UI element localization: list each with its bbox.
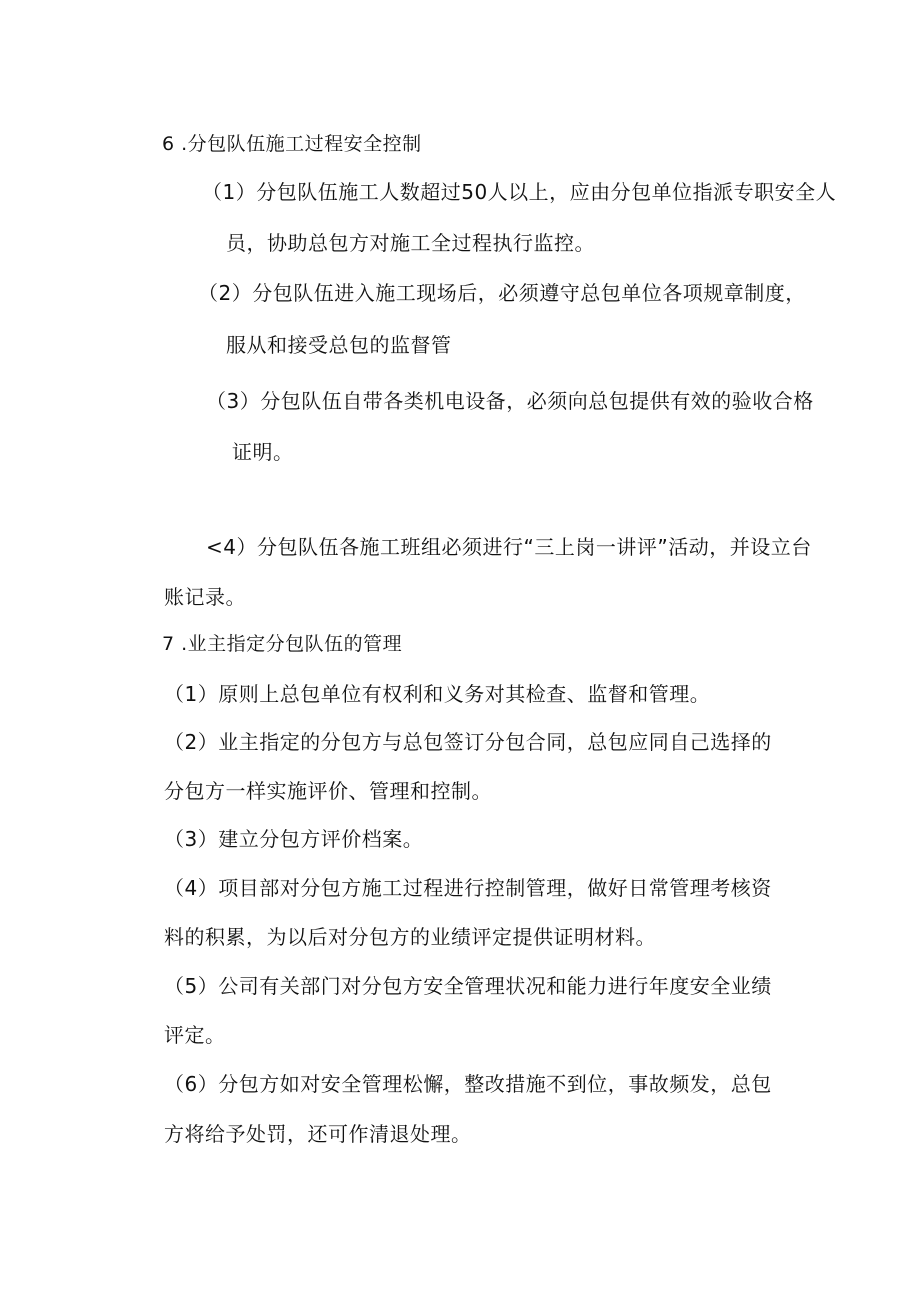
section-7-item-4-line-2: 料的积累，为以后对分包方的业绩评定提供证明材料。	[164, 925, 656, 949]
section-7-item-6-line-1: （6）分包方如对安全管理松懈，整改措施不到位，事故频发，总包	[164, 1072, 772, 1096]
section-6-item-4-line-1: <4）分包队伍各施工班组必须进行“三上岗一讲评”活动，并设立台	[206, 535, 812, 559]
section-6-item-2-line-2: 服从和接受总包的监督管	[226, 333, 452, 357]
section-7-item-6-line-2: 方将给予处罚，还可作清退处理。	[164, 1122, 472, 1146]
section-6-item-3-line-1: （3）分包队伍自带各类机电设备，必须向总包提供有效的验收合格	[206, 389, 814, 413]
section-7-item-1-line-1: （1）原则上总包单位有权利和义务对其检查、监督和管理。	[164, 682, 711, 706]
section-6-item-3-line-2: 证明。	[232, 440, 294, 464]
section-7-item-2-line-1: （2）业主指定的分包方与总包签订分包合同，总包应同自己选择的	[164, 730, 772, 754]
section-7-heading: 7 .业主指定分包队伍的管理	[162, 633, 403, 655]
section-7-item-2-line-2: 分包方一样实施评价、管理和控制。	[164, 779, 492, 803]
section-6-heading: 6 .分包队伍施工过程安全控制	[162, 133, 422, 155]
section-6-item-1-line-1: （1）分包队伍施工人数超过50人以上，应由分包单位指派专职安全人	[202, 180, 837, 204]
section-6-item-1-line-2: 员，协助总包方对施工全过程执行监控。	[226, 231, 595, 255]
section-6-item-4-line-2: 账记录。	[164, 585, 246, 609]
section-7-item-4-line-1: （4）项目部对分包方施工过程进行控制管理，做好日常管理考核资	[164, 876, 772, 900]
section-7-item-5-line-1: （5）公司有关部门对分包方安全管理状况和能力进行年度安全业绩	[164, 974, 772, 998]
section-7-item-3-line-1: （3）建立分包方评价档案。	[164, 827, 424, 851]
section-7-item-5-line-2: 评定。	[164, 1023, 226, 1047]
section-6-item-2-line-1: （2）分包队伍进入施工现场后，必须遵守总包单位各项规章制度，	[198, 281, 806, 305]
